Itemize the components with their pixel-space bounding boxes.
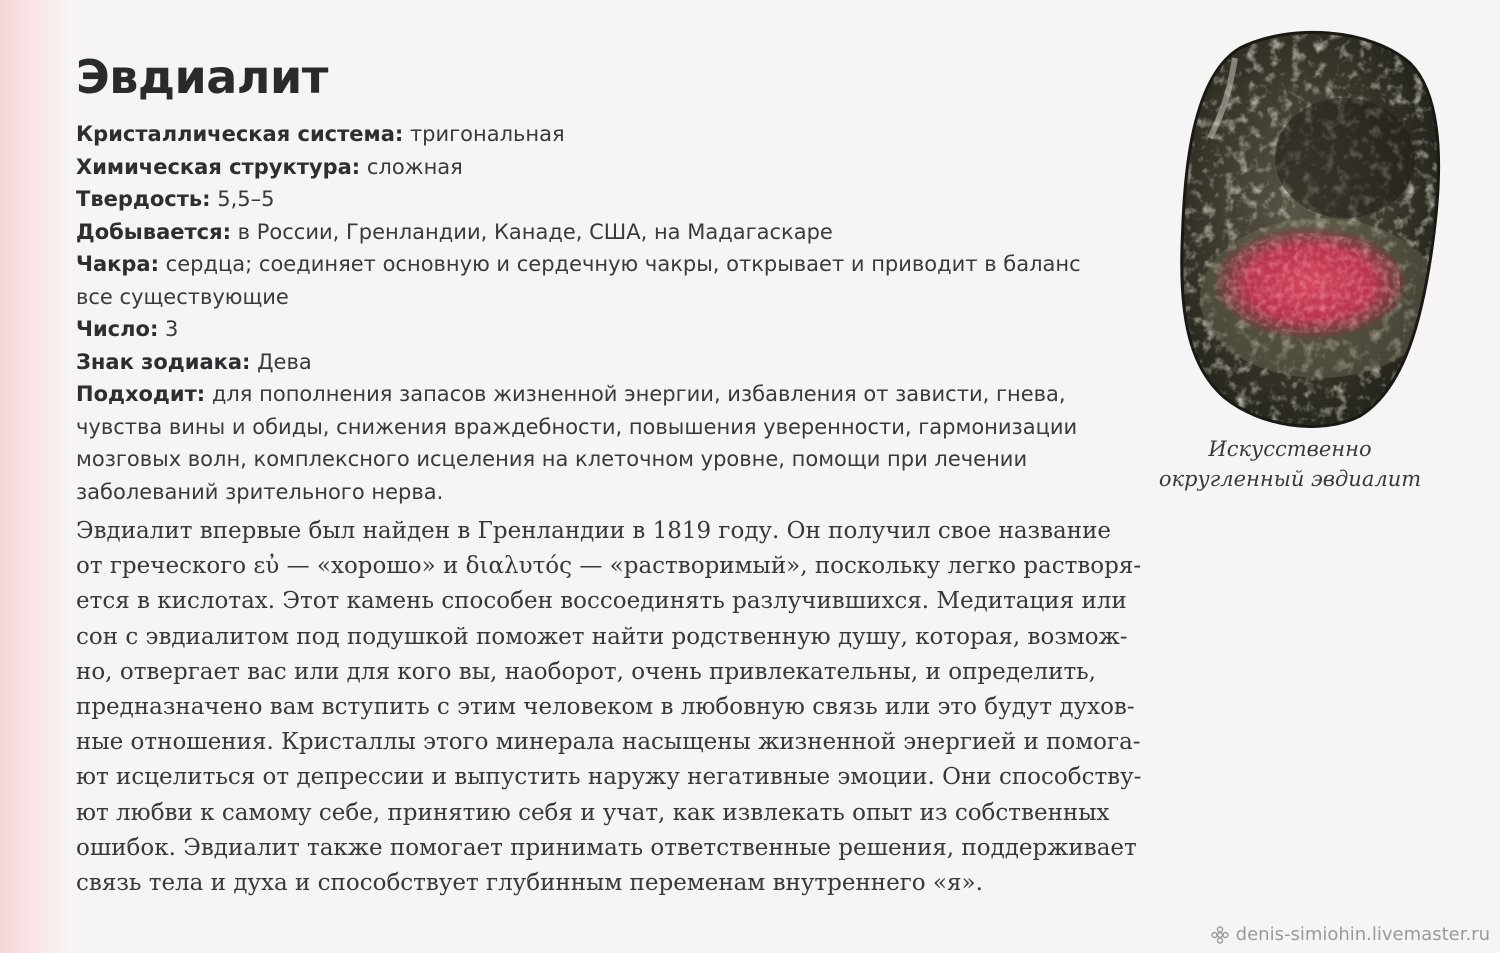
properties-list bbox=[76, 118, 1106, 508]
eudialyte-stone-image bbox=[1170, 18, 1450, 428]
body-line: ные отношения. Кристаллы этого минерала насыщены жизненной энергией и помога- bbox=[76, 729, 1141, 756]
property-label: Добывается: bbox=[76, 219, 231, 244]
property-value: сердца; соединяет основную и сердечную чакры, открывает и приводит в баланс все существующие bbox=[76, 252, 1081, 309]
property-value: в России, Гренландии, Канаде, США, на Мадагаскаре bbox=[231, 219, 833, 244]
property-value: 5,5–5 bbox=[210, 187, 275, 211]
body-line: сон с эвдиалитом под подушкой поможет найти родственную душу, которая, возмож- bbox=[76, 623, 1128, 650]
property-value: 3 bbox=[158, 317, 179, 341]
property-value: сложная bbox=[360, 154, 463, 179]
watermark bbox=[1210, 924, 1490, 945]
body-paragraph bbox=[76, 514, 1142, 901]
body-line: от греческого εὐ — «хорошо» и διαλυτός — «растворимый», поскольку легко растворя- bbox=[76, 553, 1142, 580]
watermark-text: denis-simiohin.livemaster.ru bbox=[1235, 924, 1490, 945]
property-chemical-structure bbox=[76, 151, 1106, 184]
property-hardness bbox=[76, 183, 1106, 216]
property-value: для пополнения запасов жизненной энергии, избавления от зависти, гнева, чувства вины и обиды, снижения враждебности, повышения уверенности, гармонизации мозговых волн, комплексного исцеления на клеточном уровне, помощи при лечении заболеваний зрительного нерва. bbox=[76, 382, 1078, 504]
body-line: ется в кислотах. Этот камень способен воссоединять разлучившихся. Медитация или bbox=[76, 588, 1127, 615]
property-label: Число: bbox=[76, 317, 159, 341]
property-suits bbox=[76, 378, 1106, 508]
property-crystal-system bbox=[76, 118, 1106, 151]
flower-icon bbox=[1210, 925, 1230, 945]
body-line: ошибок. Эвдиалит также помогает принимать ответственные решения, поддерживает bbox=[76, 834, 1137, 861]
property-label: Кристаллическая система: bbox=[76, 122, 404, 146]
caption-line-2: округленный эвдиалит bbox=[1158, 467, 1422, 491]
property-label: Знак зодиака: bbox=[76, 349, 251, 374]
body-line: но, отвергает вас или для кого вы, наоборот, очень привлекательны, и определить, bbox=[76, 658, 1096, 685]
property-label: Подходит: bbox=[76, 382, 206, 406]
property-label: Твердость: bbox=[76, 187, 211, 211]
property-number bbox=[76, 313, 1106, 346]
property-zodiac bbox=[76, 346, 1106, 379]
body-line: ют любви к самому себе, принятию себя и учат, как извлекать опыт из собственных bbox=[76, 799, 1110, 826]
caption-line-1: Искусственно bbox=[1208, 437, 1372, 461]
body-line: предназначено вам вступить с этим человеком в любовную связь или это будут духов- bbox=[76, 694, 1135, 721]
body-line: Эвдиалит впервые был найден в Гренландии в 1819 году. Он получил свое название bbox=[76, 518, 1112, 544]
property-label: Чакра: bbox=[76, 252, 159, 276]
property-value: тригональная bbox=[403, 122, 565, 146]
property-mined-in bbox=[76, 216, 1106, 249]
page-title: Эвдиалит bbox=[76, 50, 328, 104]
body-line: ют исцелиться от депрессии и выпустить наружу негативные эмоции. Они способству- bbox=[76, 764, 1142, 791]
body-line: связь тела и духа и способствует глубинным переменам внутреннего «я». bbox=[76, 870, 983, 897]
property-value: Дева bbox=[250, 349, 312, 374]
property-chakra bbox=[76, 248, 1106, 313]
property-label: Химическая структура: bbox=[76, 154, 361, 179]
image-caption bbox=[1130, 434, 1450, 494]
